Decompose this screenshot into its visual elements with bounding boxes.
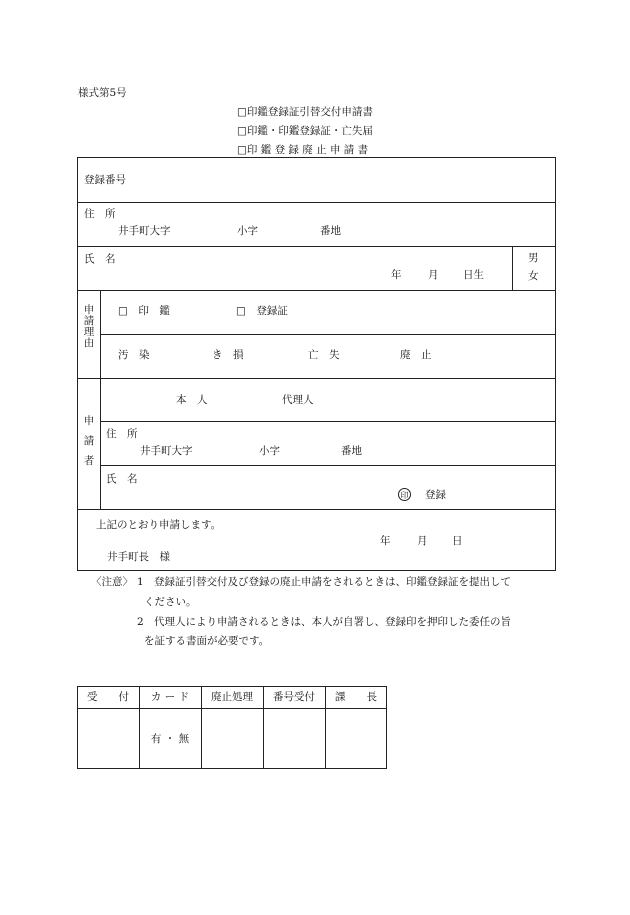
reg-number-label: 登録番号 [84,174,126,186]
divider [77,246,556,247]
address-banchi: 番地 [320,225,341,237]
seal-mark [398,488,411,501]
birth-year-label: 年 [391,269,402,281]
applicant-address-town: 井手町大字 [140,445,193,457]
divider [100,334,556,335]
applicant-agent: 代理人 [282,394,314,406]
applicant-self: 本 人 [176,394,208,406]
applicant-section-label: 申 請 者 [83,415,95,467]
reason-card-option: □ 登録証 [236,305,288,317]
header-section-chief: 課 長 [335,691,377,703]
note-2-number: 2 [137,616,144,628]
sex-female: 女 [528,270,539,282]
note-1-line2: ください。 [144,596,197,608]
card-presence: 有 ・ 無 [150,733,190,745]
note-1-line1: 登録証引替交付及び登録の廃止申請をされるときは、印鑑登録証を提出して [154,576,511,588]
birth-month-label: 月 [428,269,439,281]
date-year-label: 年 [380,535,391,547]
title-option-1: □印鑑登録証引替交付申請書 [237,106,373,118]
divider [512,246,513,290]
divider [100,465,556,466]
reason-seal-option: □ 印 鑑 [118,305,170,317]
date-month-label: 月 [417,535,428,547]
divider [77,708,387,709]
header-reception: 受 付 [87,691,129,703]
note-1-number: 1 [137,576,144,588]
title-option-3: □印 鑑 登 録 廃 止 申 請 書 [237,144,369,156]
statement: 上記のとおり申請します。 [96,519,222,531]
header-card: カ ー ド [150,691,190,703]
address-town: 井手町大字 [118,225,171,237]
sex-male: 男 [528,252,539,264]
reason-abolish: 廃 止 [400,349,432,361]
divider [100,290,101,509]
date-day-label: 日 [452,535,463,547]
header-abolish-processing: 廃止処理 [211,691,253,703]
applicant-address-label: 住 所 [106,428,138,440]
title-option-2: □印鑑・印鑑登録証・亡失届 [237,125,373,137]
applicant-address-banchi: 番地 [341,445,362,457]
divider [77,509,556,510]
applicant-address-koaza: 小字 [259,445,280,457]
divider [77,202,556,203]
notes-heading: 〈注意〉 [91,576,133,588]
reason-section-label: 申 請 理 由 [83,304,95,350]
note-2-line1: 代理人により申請されるときは、本人が自署し、登録印を押印した委任の旨 [154,616,511,628]
reason-damage: き 損 [212,349,244,361]
registered-label: 登録 [425,489,446,501]
address-koaza: 小字 [237,225,258,237]
divider [77,378,556,379]
mayor-addressee: 井手町長 様 [107,551,170,563]
seal-mark-icon: 印 [398,488,411,501]
header-number-reception: 番号受付 [273,691,315,703]
reason-lost: 亡 失 [308,349,340,361]
divider [100,421,556,422]
reason-stain: 汚 染 [118,349,150,361]
address-label: 住 所 [84,208,116,220]
name-label: 氏 名 [84,253,116,265]
applicant-name-label: 氏 名 [106,473,138,485]
divider [77,290,556,291]
form-number: 様式第5号 [78,87,127,99]
birth-day-label: 日生 [463,269,484,281]
note-2-line2: を証する書面が必要です。 [144,635,270,647]
